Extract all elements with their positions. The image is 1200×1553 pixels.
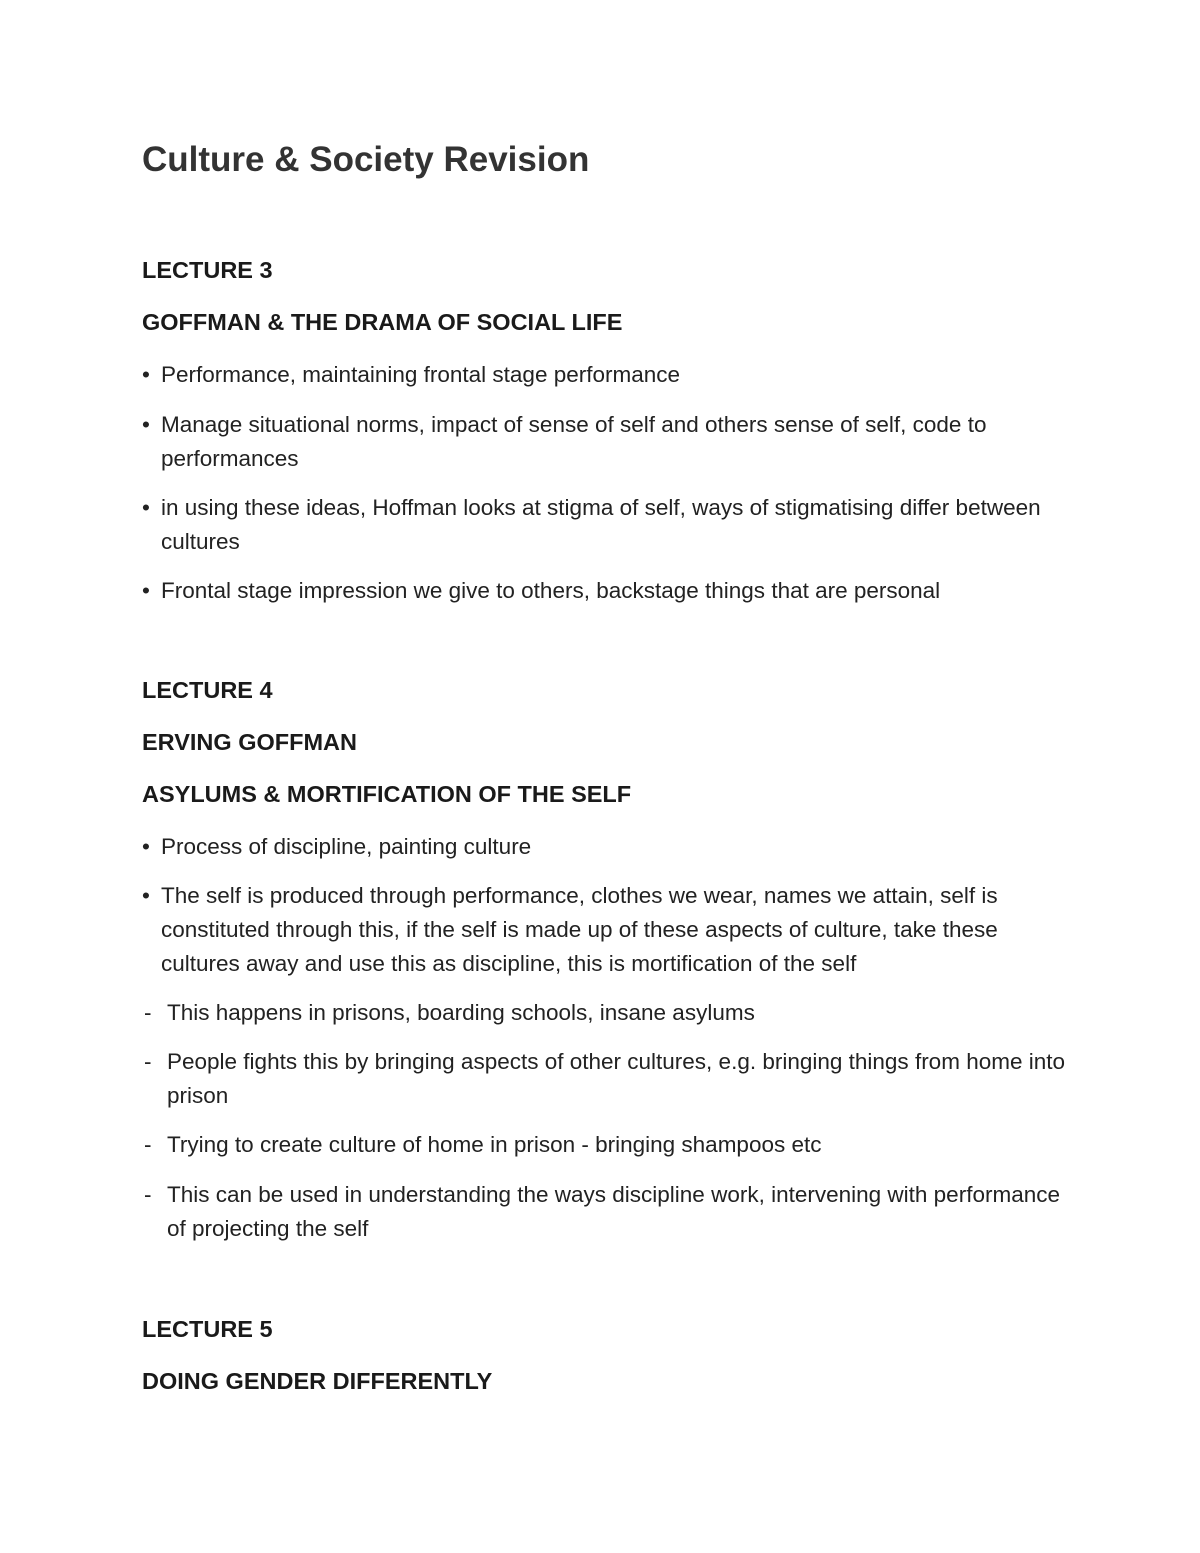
section-heading-erving-goffman: ERVING GOFFMAN [142,729,357,755]
list-item [142,830,1082,864]
list-item-text: This happens in prisons, boarding schools, insane asylums [167,1000,755,1025]
document-title: Culture & Society Revision [142,140,590,179]
section-heading-goffman-drama: GOFFMAN & THE DRAMA OF SOCIAL LIFE [142,309,623,335]
bullet-marker: • [142,883,150,908]
list-item-text: Process of discipline, painting culture [161,834,532,859]
dash-marker: - [144,1049,152,1074]
list-item-text: Trying to create culture of home in prison - bringing shampoos etc [167,1132,822,1157]
bullet-marker: • [142,834,150,859]
list-item [142,408,1082,476]
bullet-marker: • [142,578,150,603]
lecture-3-heading: LECTURE 3 [142,257,273,283]
dash-marker: - [144,1132,152,1157]
list-item-text: This can be used in understanding the ways discipline work, intervening with performance of projecting the self [167,1182,1060,1241]
list-item [142,491,1082,559]
section-heading-asylums: ASYLUMS & MORTIFICATION OF THE SELF [142,781,632,807]
dash-marker: - [144,1000,152,1025]
list-item [142,996,1082,1030]
dash-marker: - [144,1182,152,1207]
bullet-marker: • [142,412,150,437]
list-item [142,879,1082,981]
list-item-text: in using these ideas, Hoffman looks at stigma of self, ways of stigmatising differ between cultures [161,495,1041,554]
list-item [142,1178,1082,1246]
list-item [142,358,1082,392]
list-item-text: Performance, maintaining frontal stage performance [161,362,681,387]
lecture-4-heading: LECTURE 4 [142,677,273,703]
bullet-marker: • [142,362,150,387]
list-item [142,1045,1082,1113]
list-item [142,1128,1082,1162]
list-item [142,574,1082,608]
bullet-marker: • [142,495,150,520]
list-item-text: The self is produced through performance, clothes we wear, names we attain, self is constituted through this, if the self is made up of these aspects of culture, take these cultures away and use this as discipline, this is mortification of the self [161,883,998,976]
list-item-text: Manage situational norms, impact of sense of self and others sense of self, code to performances [161,412,987,471]
lecture-5-heading: LECTURE 5 [142,1316,273,1342]
section-heading-doing-gender: DOING GENDER DIFFERENTLY [142,1368,493,1394]
list-item-text: People fights this by bringing aspects of other cultures, e.g. bringing things from home into prison [167,1049,1066,1108]
list-item-text: Frontal stage impression we give to others, backstage things that are personal [161,578,941,603]
